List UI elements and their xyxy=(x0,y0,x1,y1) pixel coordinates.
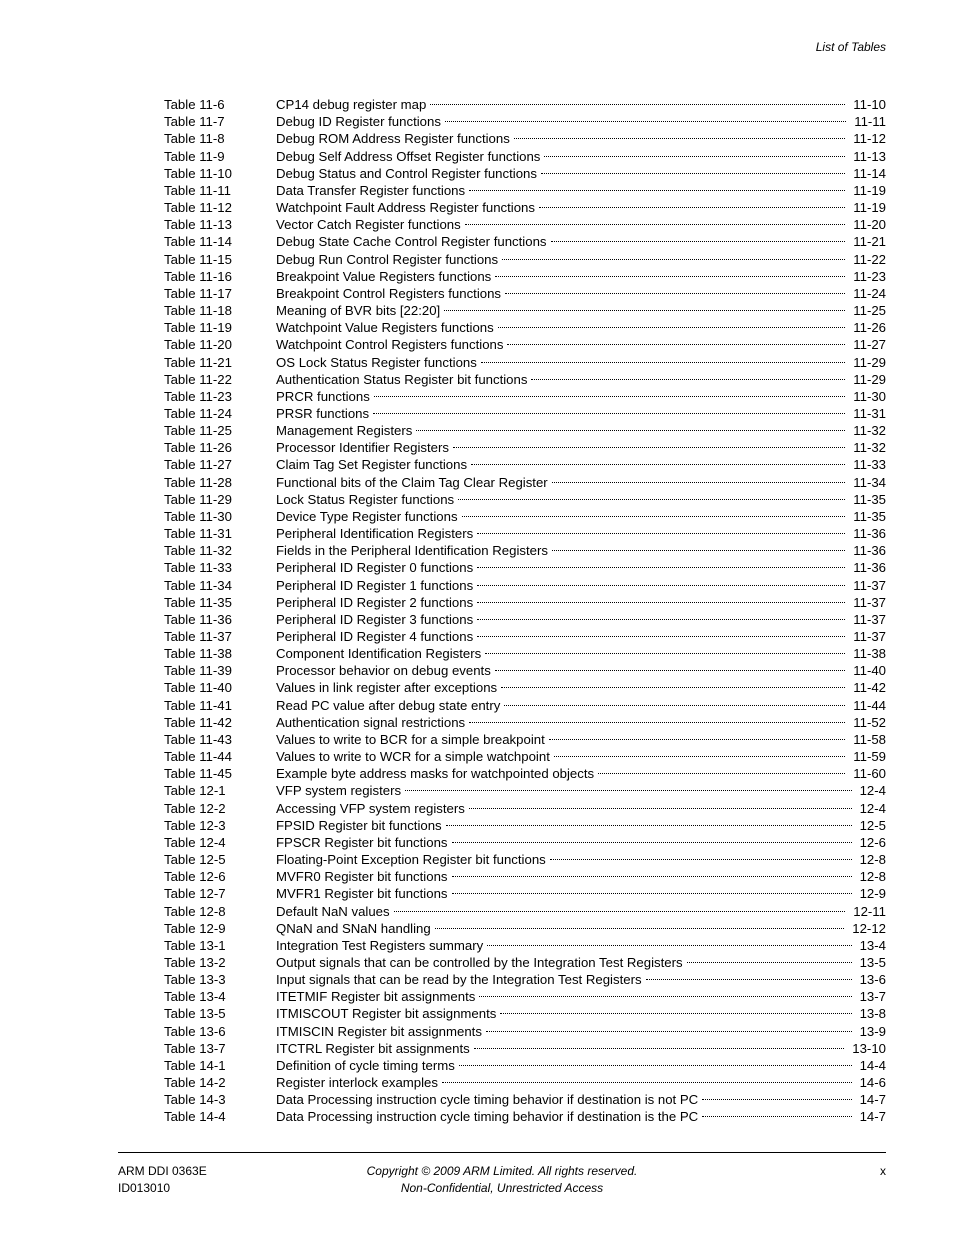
dot-leader xyxy=(462,504,850,521)
dot-leader xyxy=(453,435,849,452)
toc-entry-title[interactable]: Debug Self Address Offset Register functions xyxy=(276,148,541,164)
toc-entry-page[interactable]: 12-4 xyxy=(859,800,886,816)
toc-entry-page[interactable]: 13-8 xyxy=(859,1006,886,1022)
toc-entry-page[interactable]: 11-26 xyxy=(853,320,886,336)
toc-entry-title[interactable]: Output signals that can be controlled by the Integration Test Registers xyxy=(276,954,683,970)
toc-entry-page[interactable]: 11-11 xyxy=(854,114,886,130)
dot-leader xyxy=(469,795,856,812)
toc-entry-title[interactable]: ITMISCOUT Register bit assignments xyxy=(276,1006,497,1022)
dot-leader xyxy=(477,521,849,538)
dot-leader xyxy=(514,126,849,143)
dot-leader xyxy=(487,933,855,950)
dot-leader xyxy=(500,1001,855,1018)
dot-leader xyxy=(505,281,849,298)
dot-leader xyxy=(444,298,849,315)
dot-leader xyxy=(550,847,856,864)
toc-entry-title[interactable]: PRCR functions xyxy=(276,388,370,404)
toc-entry-title[interactable]: Peripheral ID Register 0 functions xyxy=(276,560,474,576)
toc-entry-title[interactable]: Peripheral ID Register 4 functions xyxy=(276,629,474,644)
dot-leader xyxy=(541,161,849,178)
toc-entry-label: Table 12-8 xyxy=(164,903,226,919)
toc-entry-page[interactable]: 14-7 xyxy=(859,1092,886,1108)
toc-entry-label: Table 11-24 xyxy=(164,405,232,421)
dot-leader xyxy=(435,916,849,933)
toc-entry-title[interactable]: Peripheral ID Register 3 functions xyxy=(276,611,474,627)
toc-entry-page[interactable]: 11-24 xyxy=(853,285,886,301)
toc-entry-title[interactable]: VFP system registers xyxy=(276,783,402,799)
footer-legal xyxy=(300,1163,704,1197)
dot-leader xyxy=(501,675,849,692)
dot-leader xyxy=(551,229,850,246)
toc-entry-page[interactable]: 13-7 xyxy=(859,989,886,1005)
toc-entry-title[interactable]: Claim Tag Set Register functions xyxy=(276,457,468,473)
toc-entry-label: Table 11-35 xyxy=(164,594,232,610)
toc-entry-title[interactable]: Watchpoint Fault Address Register functions xyxy=(276,200,535,216)
toc-entry-label: Table 11-10 xyxy=(164,165,232,181)
toc-entry-title[interactable]: ITCTRL Register bit assignments xyxy=(276,1040,470,1056)
toc-entry-page[interactable]: 13-10 xyxy=(852,1040,886,1056)
dot-leader xyxy=(477,624,849,641)
toc-entry-label: Table 14-1 xyxy=(164,1057,226,1073)
toc-entry-page[interactable]: 11-30 xyxy=(853,388,886,404)
toc-entry-title[interactable]: Definition of cycle timing terms xyxy=(276,1057,455,1073)
toc-entry-page[interactable]: 12-4 xyxy=(859,783,886,799)
toc-entry-page[interactable]: 11-32 xyxy=(853,440,886,456)
dot-leader xyxy=(498,315,850,332)
toc-entry-title[interactable]: QNaN and SNaN handling xyxy=(276,920,431,936)
toc-entry-page[interactable]: 11-58 xyxy=(853,731,886,747)
footer-doc-info xyxy=(118,1163,207,1197)
dot-leader xyxy=(416,418,849,435)
toc-entry-title[interactable]: Floating-Point Exception Register bit functions xyxy=(276,852,546,868)
footer-divider xyxy=(118,1152,886,1153)
toc-entry-title[interactable]: Authentication Status Register bit functions xyxy=(276,371,528,387)
toc-entry[interactable] xyxy=(164,92,886,113)
toc-entry-page[interactable]: 11-19 xyxy=(853,182,886,198)
toc-entry-title[interactable]: Values in link register after exceptions xyxy=(276,680,498,696)
toc-entry-label: Table 12-3 xyxy=(164,817,226,833)
dot-leader xyxy=(471,452,849,469)
dot-leader xyxy=(479,984,855,1001)
toc-entry-label: Table 11-27 xyxy=(164,457,232,473)
toc-entry-label: Table 13-5 xyxy=(164,1006,226,1022)
toc-entry-page[interactable]: 11-20 xyxy=(853,217,886,233)
dot-leader xyxy=(504,692,849,709)
toc-entry-title[interactable]: PRSR functions xyxy=(276,405,370,421)
confidentiality-notice: Non-Confidential, Unrestricted Access xyxy=(400,1181,604,1195)
toc-entry-page[interactable]: 11-10 xyxy=(853,97,886,113)
toc-entry-page[interactable]: 14-6 xyxy=(859,1075,886,1091)
toc-entry-label: Table 11-21 xyxy=(164,354,232,370)
toc-entry-page[interactable]: 12-8 xyxy=(859,852,886,868)
toc-entry-label: Table 11-31 xyxy=(164,526,232,542)
dot-leader xyxy=(687,950,856,967)
toc-entry-title[interactable]: Data Transfer Register functions xyxy=(276,182,466,198)
toc-entry-label: Table 13-1 xyxy=(164,937,226,953)
toc-entry-page[interactable]: 11-34 xyxy=(853,474,886,490)
toc-entry-page[interactable]: 13-6 xyxy=(859,972,886,988)
toc-entry-title[interactable]: ITETMIF Register bit assignments xyxy=(276,989,476,1005)
toc-entry-label: Table 11-43 xyxy=(164,731,232,747)
toc-entry-page[interactable]: 11-14 xyxy=(853,165,886,181)
toc-entry-page[interactable]: 13-5 xyxy=(859,954,886,970)
toc-entry-label: Table 11-33 xyxy=(164,560,232,576)
dot-leader xyxy=(452,881,856,898)
toc-entry-title[interactable]: Management Registers xyxy=(276,423,413,439)
dot-leader xyxy=(477,572,849,589)
toc-entry-title[interactable]: Meaning of BVR bits [22:20] xyxy=(276,303,441,319)
toc-entry-title[interactable]: Debug Status and Control Register functions xyxy=(276,165,537,181)
toc-entry-page[interactable]: 12-8 xyxy=(859,869,886,885)
toc-entry-label: Table 11-32 xyxy=(164,543,232,559)
toc-entry-label: Table 11-40 xyxy=(164,680,232,696)
toc-entry-title[interactable]: Peripheral Identification Registers xyxy=(276,526,474,542)
dot-leader xyxy=(477,555,849,572)
toc-entry-title[interactable]: Processor Identifier Registers xyxy=(276,440,449,456)
toc-entry-page[interactable]: 11-36 xyxy=(853,543,886,559)
dot-leader xyxy=(469,178,849,195)
toc-entry-label: Table 11-36 xyxy=(164,611,232,627)
toc-entry-label: Table 12-4 xyxy=(164,834,226,850)
toc-entry-page[interactable]: 12-12 xyxy=(852,920,886,936)
toc-entry-title[interactable]: Data Processing instruction cycle timing behavior if destination is the PC xyxy=(276,1109,699,1125)
toc-entry-page[interactable]: 11-29 xyxy=(853,371,886,387)
toc-entry-label: Table 11-45 xyxy=(164,766,232,782)
toc-entry-title[interactable]: Component Identification Registers xyxy=(276,646,482,662)
dot-leader xyxy=(477,607,849,624)
toc-entry-label: Table 11-14 xyxy=(164,234,232,250)
dot-leader xyxy=(452,864,856,881)
dot-leader xyxy=(405,778,856,795)
toc-entry-label: Table 11-6 xyxy=(164,97,225,113)
toc-entry-label: Table 12-1 xyxy=(164,783,226,799)
toc-entry-label: Table 12-9 xyxy=(164,920,226,936)
toc-entry-title[interactable]: Integration Test Registers summary xyxy=(276,937,484,953)
dot-leader xyxy=(502,246,849,263)
toc-entry-title[interactable]: Default NaN values xyxy=(276,903,390,919)
doc-number: ARM DDI 0363E xyxy=(118,1164,207,1178)
toc-entry-page[interactable]: 11-36 xyxy=(853,526,886,542)
toc-entry-label: Table 11-19 xyxy=(164,320,232,336)
dot-leader xyxy=(394,898,850,915)
dot-leader xyxy=(452,830,856,847)
toc-entry-label: Table 11-34 xyxy=(164,577,232,593)
toc-entry-title[interactable]: ITMISCIN Register bit assignments xyxy=(276,1023,482,1039)
toc-entry-page[interactable]: 12-6 xyxy=(859,834,886,850)
dot-leader xyxy=(598,761,849,778)
toc-entry-title[interactable]: FPSCR Register bit functions xyxy=(276,834,448,850)
toc-entry-title[interactable]: MVFR0 Register bit functions xyxy=(276,869,448,885)
toc-entry-page[interactable]: 14-4 xyxy=(859,1057,886,1073)
toc-entry-label: Table 13-6 xyxy=(164,1023,226,1039)
dot-leader xyxy=(552,469,850,486)
toc-entry-label: Table 12-5 xyxy=(164,852,226,868)
toc-entry-title[interactable]: Breakpoint Control Registers functions xyxy=(276,285,502,301)
toc-entry-title[interactable]: Peripheral ID Register 2 functions xyxy=(276,594,474,610)
toc-entry-page[interactable]: 11-38 xyxy=(853,646,886,662)
toc-entry-label: Table 13-3 xyxy=(164,972,226,988)
dot-leader xyxy=(495,264,849,281)
dot-leader xyxy=(442,1070,856,1087)
dot-leader xyxy=(531,367,849,384)
toc-entry-title[interactable]: Example byte address masks for watchpointed objects xyxy=(276,766,595,782)
dot-leader xyxy=(495,658,849,675)
dot-leader xyxy=(374,384,849,401)
toc-entry-title[interactable]: Values to write to WCR for a simple watchpoint xyxy=(276,749,550,765)
toc-entry-label: Table 11-18 xyxy=(164,303,232,319)
toc-entry-title[interactable]: Input signals that can be read by the Integration Test Registers xyxy=(276,972,642,988)
dot-leader xyxy=(702,1087,855,1104)
dot-leader xyxy=(544,143,849,160)
toc-entry-label: Table 11-12 xyxy=(164,200,232,216)
dot-leader xyxy=(485,641,849,658)
toc-entry-page[interactable]: 11-33 xyxy=(853,457,886,473)
toc-entry-page[interactable]: 11-13 xyxy=(853,148,886,164)
toc-entry-title[interactable]: Breakpoint Value Registers functions xyxy=(276,268,492,284)
toc-entry-label: Table 14-2 xyxy=(164,1075,226,1091)
copyright-notice: Copyright © 2009 ARM Limited. All rights reserved. xyxy=(366,1164,638,1178)
toc-entry-title[interactable]: Data Processing instruction cycle timing behavior if destination is not PC xyxy=(276,1092,699,1108)
toc-entry-label: Table 11-38 xyxy=(164,646,232,662)
toc-entry-page[interactable]: 12-5 xyxy=(859,817,886,833)
toc-entry-title[interactable]: Fields in the Peripheral Identification Registers xyxy=(276,543,548,559)
toc-entry-label: Table 13-4 xyxy=(164,989,226,1005)
toc-entry-page[interactable]: 11-23 xyxy=(853,268,886,284)
toc-entry-label: Table 11-30 xyxy=(164,508,232,524)
dot-leader xyxy=(474,1036,849,1053)
toc-entry-page[interactable]: 11-37 xyxy=(853,611,886,627)
toc-entry-title[interactable]: Lock Status Register functions xyxy=(276,491,455,507)
toc-entry-page[interactable]: 11-19 xyxy=(853,200,886,216)
toc-entry-page[interactable]: 13-4 xyxy=(859,937,886,953)
toc-entry-page[interactable]: 13-9 xyxy=(859,1023,886,1039)
toc-entry-label: Table 11-22 xyxy=(164,371,232,387)
toc-entry-label: Table 11-37 xyxy=(164,629,232,644)
toc-entry-label: Table 12-7 xyxy=(164,886,226,902)
dot-leader xyxy=(486,1018,856,1035)
dot-leader xyxy=(458,487,849,504)
toc-entry-page[interactable]: 11-25 xyxy=(853,303,886,319)
toc-entry-page[interactable]: 11-32 xyxy=(853,423,886,439)
toc-entry-title[interactable]: Read PC value after debug state entry xyxy=(276,697,501,713)
toc-entry-label: Table 11-42 xyxy=(164,714,232,730)
toc-entry-title[interactable]: Watchpoint Control Registers functions xyxy=(276,337,504,353)
toc-entry-page[interactable]: 11-27 xyxy=(853,337,886,353)
dot-leader xyxy=(507,332,849,349)
doc-id: ID013010 xyxy=(118,1181,171,1195)
toc-entry-title[interactable]: CP14 debug register map xyxy=(276,97,427,113)
dot-leader xyxy=(554,744,849,761)
toc-entry-label: Table 12-2 xyxy=(164,800,226,816)
toc-entry-page[interactable]: 11-29 xyxy=(853,354,886,370)
toc-entry-label: Table 14-4 xyxy=(164,1109,226,1125)
toc-entry-page[interactable]: 14-7 xyxy=(859,1109,886,1125)
toc-entry-label: Table 11-28 xyxy=(164,474,232,490)
toc-entry-title[interactable]: Values to write to BCR for a simple breakpoint xyxy=(276,731,545,747)
running-header: List of Tables xyxy=(815,40,886,54)
dot-leader xyxy=(430,92,849,109)
dot-leader xyxy=(646,967,856,984)
toc-entry-title[interactable]: Functional bits of the Claim Tag Clear Register xyxy=(276,474,548,490)
toc-entry-page[interactable]: 11-12 xyxy=(853,131,886,147)
toc-entry-title[interactable]: Debug Run Control Register functions xyxy=(276,251,499,267)
dot-leader xyxy=(477,590,849,607)
toc-entry-page[interactable]: 11-60 xyxy=(853,766,886,782)
toc-entry-label: Table 12-6 xyxy=(164,869,226,885)
toc-entry-title[interactable]: FPSID Register bit functions xyxy=(276,817,442,833)
dot-leader xyxy=(465,212,850,229)
dot-leader xyxy=(702,1104,855,1121)
toc-entry-title[interactable]: Debug State Cache Control Register functions xyxy=(276,234,547,250)
toc-entry-label: Table 11-17 xyxy=(164,285,232,301)
toc-entry-page[interactable]: 11-40 xyxy=(853,663,886,679)
toc-entry-page[interactable]: 11-44 xyxy=(853,697,886,713)
toc-entry-label: Table 13-7 xyxy=(164,1040,226,1056)
dot-leader xyxy=(539,195,849,212)
toc-entry-page[interactable]: 11-37 xyxy=(853,629,886,644)
toc-entry-page[interactable]: 11-59 xyxy=(853,749,886,765)
page-number: x xyxy=(880,1164,886,1178)
toc-entry-title[interactable]: Device Type Register functions xyxy=(276,508,458,524)
toc-entry-label: Table 11-41 xyxy=(164,697,232,713)
toc-entry-page[interactable]: 11-31 xyxy=(853,405,886,421)
toc-entry-label: Table 11-25 xyxy=(164,423,232,439)
toc-entry-page[interactable]: 11-35 xyxy=(853,508,886,524)
toc-entry-label: Table 11-20 xyxy=(164,337,232,353)
toc-entry-label: Table 14-3 xyxy=(164,1092,226,1108)
dot-leader xyxy=(481,349,849,366)
toc-entry-page[interactable]: 12-9 xyxy=(859,886,886,902)
toc-entry-title[interactable]: Authentication signal restrictions xyxy=(276,714,466,730)
toc-entry-title[interactable]: Accessing VFP system registers xyxy=(276,800,465,816)
toc-entry-label: Table 11-44 xyxy=(164,749,232,765)
toc-entry-title[interactable]: Register interlock examples xyxy=(276,1075,438,1091)
toc-entry-title[interactable]: MVFR1 Register bit functions xyxy=(276,886,448,902)
toc-entry-label: Table 13-2 xyxy=(164,954,226,970)
toc-entry-title[interactable]: Vector Catch Register functions xyxy=(276,217,461,233)
toc-entry-title[interactable]: Processor behavior on debug events xyxy=(276,663,491,679)
list-of-tables xyxy=(164,92,886,1125)
toc-entry-title[interactable]: Debug ID Register functions xyxy=(276,114,441,130)
dot-leader xyxy=(469,710,849,727)
toc-entry-page[interactable]: 11-22 xyxy=(853,251,886,267)
dot-leader xyxy=(445,109,850,126)
toc-entry-page[interactable]: 11-52 xyxy=(853,714,886,730)
toc-entry-page[interactable]: 11-37 xyxy=(853,594,886,610)
toc-entry-page[interactable]: 11-37 xyxy=(853,577,886,593)
toc-entry-label: Table 11-39 xyxy=(164,663,232,679)
toc-entry-title[interactable]: OS Lock Status Register functions xyxy=(276,354,477,370)
toc-entry-page[interactable]: 11-21 xyxy=(853,234,886,250)
toc-entry-label: Table 11-23 xyxy=(164,388,232,404)
toc-entry-label: Table 11-16 xyxy=(164,268,232,284)
toc-entry-title[interactable]: Peripheral ID Register 1 functions xyxy=(276,577,474,593)
dot-leader xyxy=(549,727,849,744)
toc-entry-label: Table 11-7 xyxy=(164,114,225,130)
toc-entry-label: Table 11-26 xyxy=(164,440,232,456)
dot-leader xyxy=(459,1053,856,1070)
toc-entry-title[interactable]: Debug ROM Address Register functions xyxy=(276,131,510,147)
dot-leader xyxy=(552,538,849,555)
toc-entry-label: Table 11-15 xyxy=(164,251,232,267)
toc-entry-page[interactable]: 11-36 xyxy=(853,560,886,576)
toc-entry-label: Table 11-9 xyxy=(164,148,225,164)
dot-leader xyxy=(446,813,856,830)
toc-entry-page[interactable]: 11-42 xyxy=(853,680,886,696)
toc-entry-title[interactable]: Watchpoint Value Registers functions xyxy=(276,320,494,336)
toc-entry-label: Table 11-29 xyxy=(164,491,232,507)
toc-entry-label: Table 11-11 xyxy=(164,182,231,198)
toc-entry-page[interactable]: 12-11 xyxy=(853,903,886,919)
dot-leader xyxy=(373,401,849,418)
toc-entry-label: Table 11-8 xyxy=(164,131,225,147)
toc-entry-label: Table 11-13 xyxy=(164,217,232,233)
toc-entry-page[interactable]: 11-35 xyxy=(853,491,886,507)
